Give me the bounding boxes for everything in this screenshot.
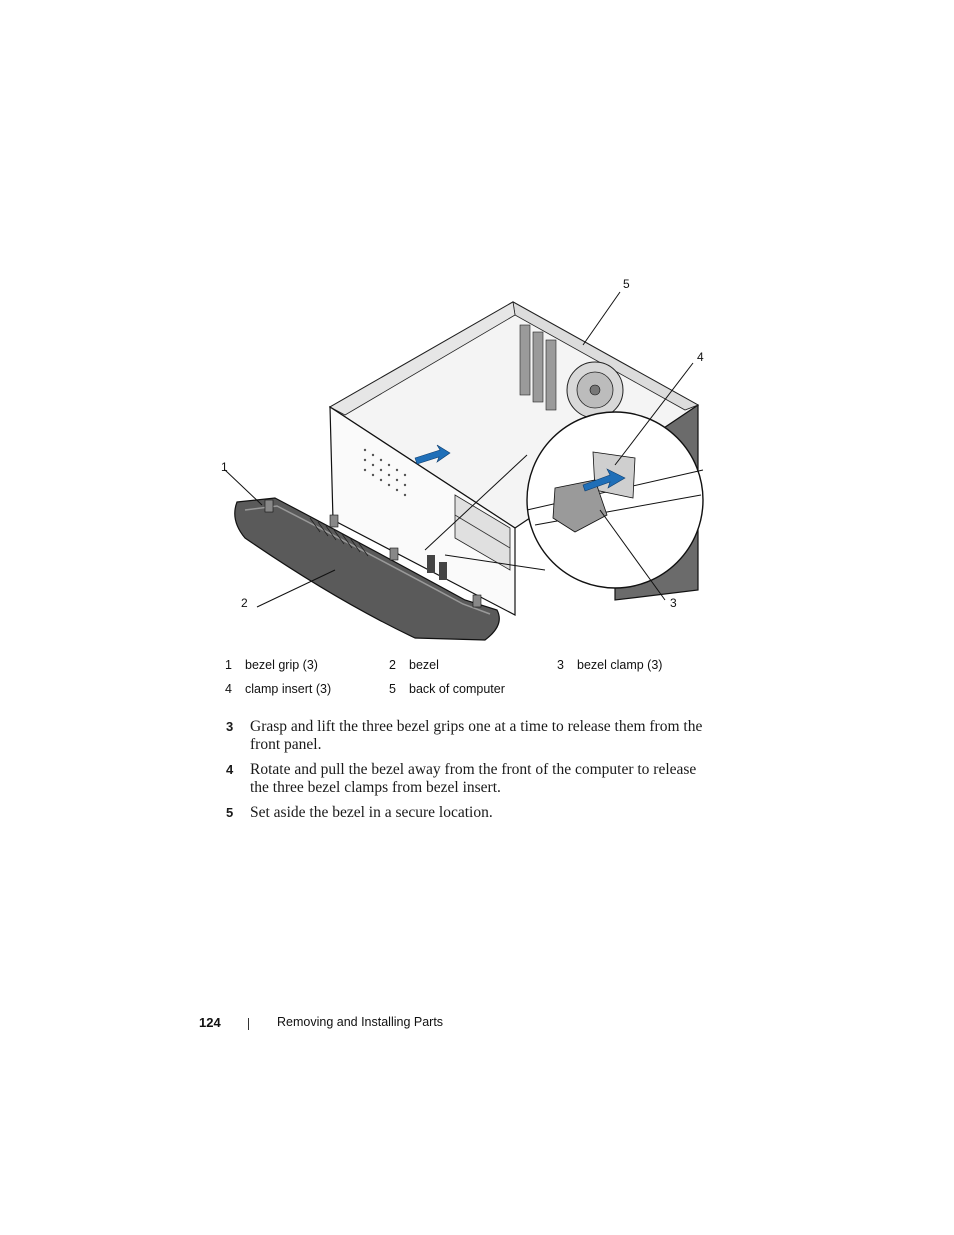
computer-bezel-removal-illustration xyxy=(215,270,725,650)
step-text: Set aside the bezel in a secure location. xyxy=(250,804,493,821)
footer-divider xyxy=(248,1018,249,1030)
page-footer xyxy=(199,1015,599,1035)
legend-item xyxy=(389,682,505,696)
legend-item xyxy=(225,658,318,672)
step-number: 4 xyxy=(226,762,234,777)
step-number: 3 xyxy=(226,719,234,734)
legend-row xyxy=(225,658,725,682)
step-text: Rotate and pull the bezel away from the front of the computer to release the three bezel clamps from bezel insert. xyxy=(250,761,697,796)
page-number: 124 xyxy=(199,1015,221,1030)
callout-3: 3 xyxy=(670,596,677,610)
callout-2: 2 xyxy=(241,596,248,610)
callout-4: 4 xyxy=(697,350,704,364)
legend-num: 1 xyxy=(225,658,232,672)
step-text: Grasp and lift the three bezel grips one at a time to release them from the front panel. xyxy=(250,718,703,753)
step-item xyxy=(226,761,716,797)
legend-num: 2 xyxy=(389,658,396,672)
legend-label: clamp insert (3) xyxy=(245,682,332,696)
legend-label: bezel grip (3) xyxy=(245,658,318,672)
legend-label: bezel xyxy=(409,658,439,672)
procedure-steps xyxy=(226,718,716,829)
legend-item xyxy=(225,682,331,696)
legend-num: 4 xyxy=(225,682,232,696)
legend-label: bezel clamp (3) xyxy=(577,658,663,672)
legend-item xyxy=(389,658,439,672)
legend-label: back of computer xyxy=(409,682,505,696)
legend-num: 3 xyxy=(557,658,564,672)
footer-section-title: Removing and Installing Parts xyxy=(277,1015,444,1029)
bezel-removal-figure xyxy=(215,270,725,650)
legend-item xyxy=(557,658,662,672)
callout-5: 5 xyxy=(623,277,630,291)
callout-1: 1 xyxy=(221,460,228,474)
legend-row xyxy=(225,682,725,706)
figure-legend xyxy=(225,658,725,706)
step-item xyxy=(226,718,716,754)
legend-num: 5 xyxy=(389,682,396,696)
step-number: 5 xyxy=(226,805,234,820)
step-item xyxy=(226,804,716,822)
